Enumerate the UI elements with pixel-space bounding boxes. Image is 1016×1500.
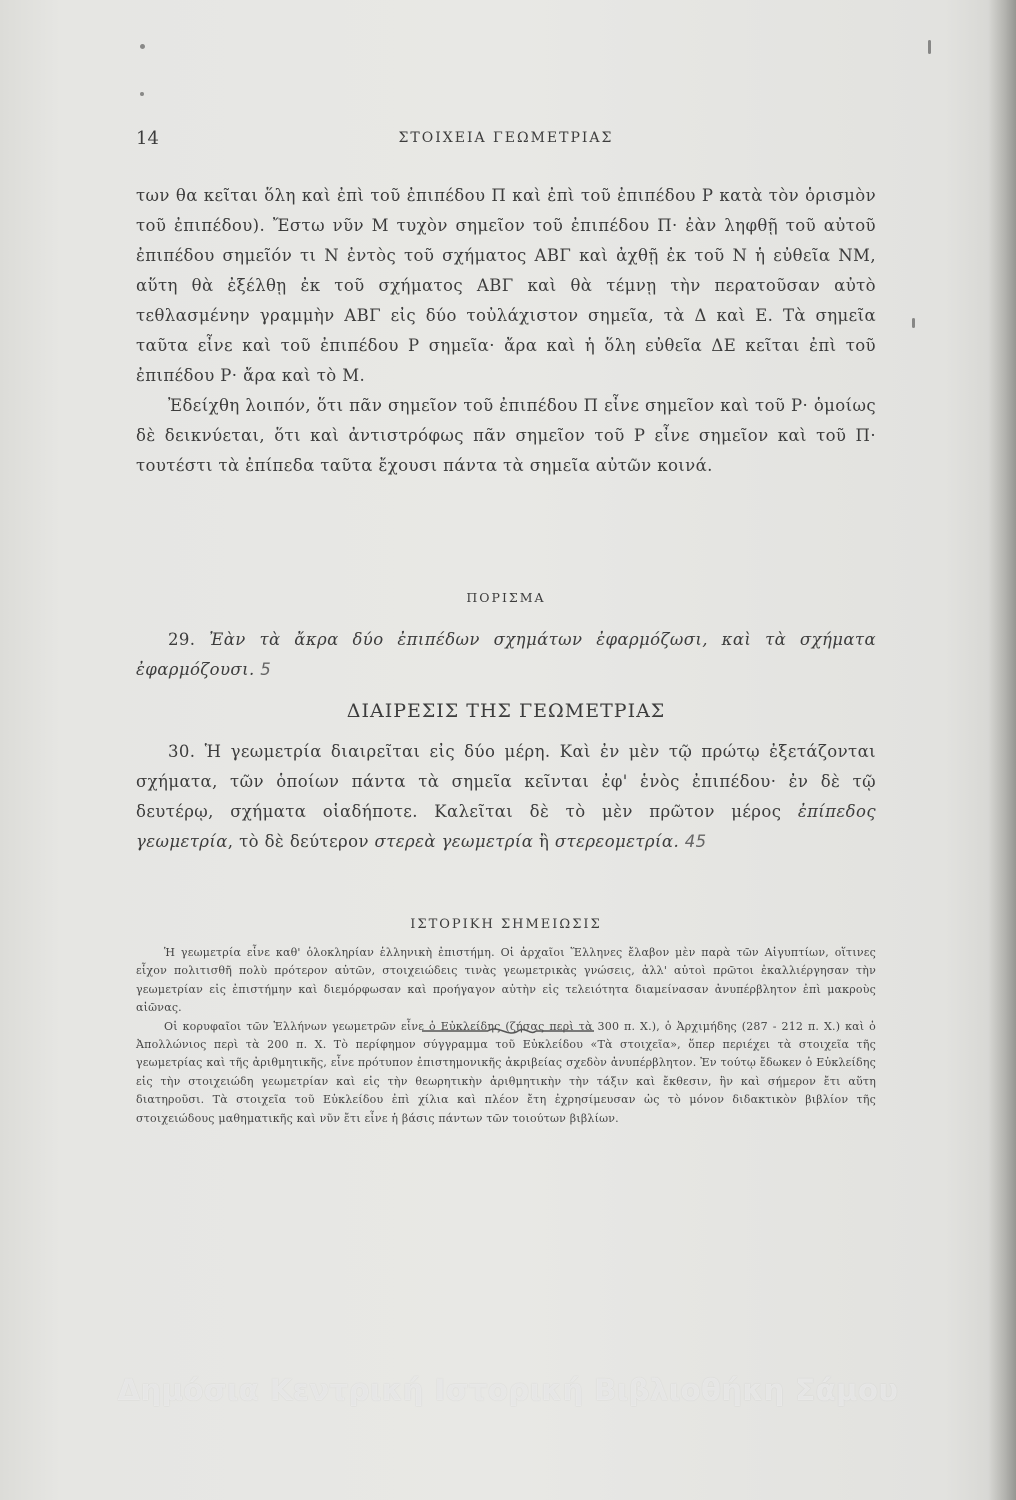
proposition-statement: Ἐὰν τὰ ἄκρα δύο ἐπιπέδων σχημάτων ἐφαρμόζωσι, καὶ τὰ σχήματα ἐφαρμόζουσι. — [136, 630, 876, 679]
section-text: ἢ — [533, 832, 555, 851]
section-text: , τὸ δὲ δεύτερον — [227, 832, 375, 851]
page-number: 14 — [136, 128, 159, 149]
paragraph: Οἱ κορυφαῖοι τῶν Ἑλλήνων γεωμετρῶν εἶνε ὁ Εὐκλείδης (ζήσας περὶ τὰ 300 π. Χ.), ὁ Ἀρχιμήδης (287 - 212 π. Χ.) καὶ ὁ Ἀπολλώνιος περὶ τὰ 200 π. Χ. Τὸ περίφημον σύγγραμμα τοῦ Εὐκλείδου «Τὰ στοιχεῖα», ὅπερ περιέχει τὰ στοιχεῖα τῆς γεωμετρίας καὶ τῆς ἀριθμητικῆς, εἶνε πρότυπον ἐπιστημονικῆς ἀκριβείας σχεδὸν ἀνυπέρβλητον. Ἐν τούτῳ ἔδωκεν ὁ Εὐκλείδης εἰς τὴν στοιχειώδη γεωμετρίαν καὶ εἰς τὴν θεωρητικὴν ἀριθμητικὴν τὴν τάξιν καὶ ἔκθεσιν, ἣν καὶ σήμερον ἔτι αὕτη διατηροῦσι. Τὰ στοιχεῖα τοῦ Εὐκλείδου ἐπὶ χίλια καὶ πλέον ἔτη ἐχρησίμευσαν ὡς τὸ μόνον διδακτικὸν βιβλίον τῆς στοιχειώδους μαθηματικῆς καὶ νῦν ἔτι εἶνε ἡ βάσις πάντων τῶν τοιούτων βιβλίων. — [136, 1019, 876, 1125]
paragraph: Ἐδείχθη λοιπόν, ὅτι πᾶν σημεῖον τοῦ ἐπιπέδου Π εἶνε σημεῖον καὶ τοῦ Ρ· ὁμοίως δὲ δεικνύεται, ὅτι καὶ ἀντιστρόφως πᾶν σημεῖον τοῦ Ρ εἶνε σημεῖον καὶ τοῦ Π· τουτέστι τὰ ἐπίπεδα ταῦτα ἔχουσι πάντα τὰ σημεῖα αὐτῶν κοινά. — [136, 396, 876, 475]
division-heading: ΔΙΑΙΡΕΣΙΣ ΤΗΣ ΓΕΩΜΕΤΡΙΑΣ — [346, 700, 666, 722]
pencil-mark: 5 — [260, 660, 272, 679]
pencil-mark: 45 — [684, 832, 707, 851]
historical-heading: ΙΣΤΟΡΙΚΗ ΣΗΜΕΙΩΣΙΣ — [410, 917, 602, 932]
library-watermark: Δημόσια Κεντρική Ιστορική Βιβλιοθήκη Σάμου — [117, 1373, 899, 1407]
term-plane-geometry: ἐπίπεδος γεωμετρία — [136, 802, 876, 851]
proposition-number: 29. — [168, 630, 196, 649]
paragraph: των θα κεῖται ὅλη καὶ ἐπὶ τοῦ ἐπιπέδου Π καὶ ἐπὶ τοῦ ἐπιπέδου Ρ κατὰ τὸν ὁρισμὸν τοῦ ἐπιπέδου). Ἔστω νῦν Μ τυχὸν σημεῖον τοῦ ἐπιπέδου Π· ἐὰν ληφθῇ τοῦ αὐτοῦ ἐπιπέδου σημεῖόν τι Ν ἐντὸς τοῦ σχήματος ΑΒΓ καὶ ἀχθῇ ἐκ τοῦ Ν ἡ εὐθεῖα ΝΜ, αὕτη θὰ ἐξέλθῃ ἐκ τοῦ σχήματος ΑΒΓ καὶ θὰ τέμνῃ τὴν περατοῦσαν αὐτὸ τεθλασμένην γραμμὴν ΑΒΓ εἰς δύο τοὐλάχιστον σημεῖα, τὰ Δ καὶ Ε. Τὰ σημεῖα ταῦτα εἶνε καὶ τοῦ ἐπιπέδου Ρ σημεῖα· ἄρα καὶ ἡ ὅλη εὐθεῖα ΔΕ κεῖται ἐπὶ τοῦ ἐπιπέδου Ρ· ἄρα καὶ τὸ Μ. — [136, 186, 876, 385]
term-stereometry: στερεομετρία. — [554, 832, 680, 851]
ink-speck — [140, 44, 145, 49]
page-header — [136, 128, 876, 152]
porisma-heading: ΠΟΡΙΣΜΑ — [466, 590, 546, 605]
running-head: ΣΤΟΙΧΕΙΑ ΓΕΩΜΕΤΡΙΑΣ — [398, 130, 614, 146]
book-spine-shadow — [988, 0, 1016, 1500]
section-text: Ἡ γεωμετρία διαιρεῖται εἰς δύο μέρη. Καὶ ἐν μὲν τῷ πρώτῳ ἐξετάζονται σχήματα, τῶν ὁποίων πάντα τὰ σημεῖα κεῖνται ἐφ' ἑνὸς ἐπιπέδου· ἐν δὲ τῷ δευτέρῳ, σχήματα οἱαδήποτε. Καλεῖται δὲ τὸ μὲν πρῶτον μέρος — [136, 742, 876, 821]
main-text — [136, 181, 876, 481]
ornament-divider — [418, 1024, 598, 1038]
paragraph: Ἡ γεωμετρία εἶνε καθ' ὁλοκληρίαν ἑλληνικὴ ἐπιστήμη. Οἱ ἀρχαῖοι Ἕλληνες ἔλαβον μὲν παρὰ τῶν Αἰγυπτίων, οἵτινες εἶχον πολιτισθῆ πολὺ πρότερον αὐτῶν, στοιχειώδεις τινὰς γεωμετρικὰς γνώσεις, ἀλλ' αὐτοὶ πρῶτοι ἐκαλλιέργησαν τὴν γεωμετρίαν εἰς ἐπιστήμην καὶ διεμόρφωσαν καὶ προήγαγον αὐτὴν εἰς τελειότητα διαμείνασαν ἀνυπέρβλητον ἐπὶ μακροὺς αἰῶνας. — [136, 946, 876, 1015]
ink-speck — [912, 318, 915, 328]
ink-speck — [928, 40, 931, 54]
section-number: 30. — [168, 742, 196, 761]
porisma-text — [136, 625, 876, 685]
division-text — [136, 737, 876, 857]
ink-speck — [140, 92, 144, 96]
term-solid-geometry: στερεὰ γεωμετρία — [374, 832, 534, 851]
